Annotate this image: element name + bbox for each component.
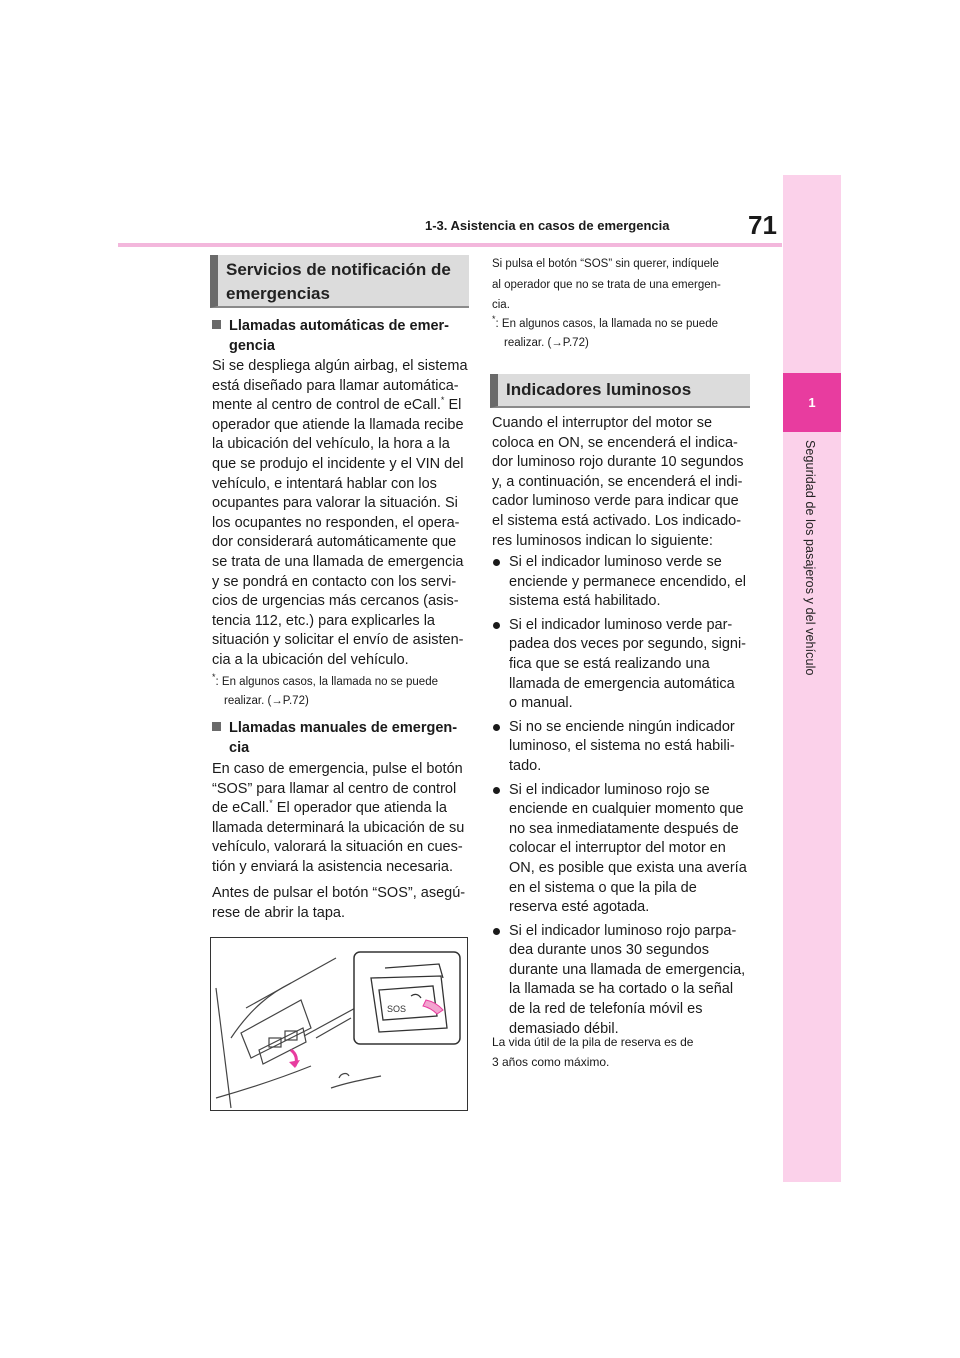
bullet-dot-icon xyxy=(493,787,500,794)
section-title: 1-3. Asistencia en casos de emergencia xyxy=(425,218,670,233)
list-item: Si el indicador luminoso verde se enciende y permanece encendido, el sistema está habilitado. xyxy=(492,553,757,612)
manual-call-body: En caso de emergencia, pulse el botón “SOS” para llamar al centro de control de eCall.* El operador que atienda la llamada determinará la ubicación de su vehículo, valorará la situación en cues- tión y enviará la asistencia necesaria. xyxy=(212,761,465,875)
sos-button-illustration xyxy=(210,937,468,1111)
list-item: Si el indicador luminoso verde par- padea dos veces por segundo, signi- fica que se está realizando una llamada de emergencia automática o manual. xyxy=(492,616,757,714)
page-ref-link[interactable]: realizar. (→P.72) xyxy=(224,695,309,707)
overhead-console-drawing xyxy=(211,938,466,1109)
right-footnote: *: En algunos casos, la llamada no se puede realizar. (→P.72) xyxy=(492,315,754,353)
section-heading-notification xyxy=(210,255,469,308)
auto-call-title: Llamadas automáticas de emer- gencia xyxy=(212,317,472,356)
before-pressing-text: Antes de pulsar el botón “SOS”, asegú- rese de abrir la tapa. xyxy=(212,885,466,921)
accidental-press-note: Si pulsa el botón “SOS” sin querer, indíquele al operador que no se trata de una emergen- cia. xyxy=(492,258,721,311)
list-item: Si el indicador luminoso rojo se enciende en cualquier momento que no sea inmediatamente después de colocar el interruptor del motor en ON, es posible que exista una avería en el sistema o que la pila de reserva esté agotada. xyxy=(492,781,757,918)
list-item: Si el indicador luminoso rojo parpa- dea durante unos 30 segundos durante una llamada de emergencia, la llamada se ha cortado o la señal de la red de telefonía móvil es demasiado débil. xyxy=(492,922,757,1040)
bullet-dot-icon xyxy=(493,559,500,566)
sos-button-label: SOS xyxy=(387,1004,407,1014)
chapter-tab[interactable]: 1 xyxy=(783,373,841,432)
battery-life-note: La vida útil de la pila de reserva es de 3 años como máximo. xyxy=(492,1035,694,1069)
square-bullet-icon xyxy=(212,722,221,731)
heading-line: emergencias xyxy=(226,284,330,303)
chapter-label: Seguridad de los pasajeros y del vehículo xyxy=(803,440,817,676)
bullet-dot-icon xyxy=(493,622,500,629)
auto-call-footnote: *: En algunos casos, la llamada no se puede realizar. (→P.72) xyxy=(212,673,474,711)
indicator-bullet-list xyxy=(492,553,757,1039)
bullet-dot-icon xyxy=(493,928,500,935)
page-number: 71 xyxy=(748,210,777,240)
heading-line: Servicios de notificación de xyxy=(226,260,451,279)
auto-call-body: Si se despliega algún airbag, el sistema está diseñado para llamar automática- mente al centro de control de eCall.* El operador que atiende la llamada recibe la ubicación del vehículo, la hora a la que se produjo el incidente y el VIN del vehículo, e intentará hablar con los ocupantes para valorar la situación. Si los ocupantes no responden, el opera- dor considerará automáticamente que se trata de una llamada de emergencia y se pondrá en contacto con los servi- cios de urgencias más cercanos (asis- tencia 112, etc.) para explicarles la situación y solicitar el envío de asisten- cia a la ubicación del vehículo. xyxy=(212,358,468,668)
list-item: Si no se enciende ningún indicador luminoso, el sistema no está habili- tado. xyxy=(492,718,757,777)
indicators-intro: Cuando el interruptor del motor se coloca en ON, se encenderá el indica- dor luminoso rojo durante 10 segundos y, a continuación, se encenderá el indi- cador luminoso verde para indicar que el sistema está activado. Los indicado- res luminosos indican lo siguiente: xyxy=(492,415,744,549)
manual-call-title: Llamadas manuales de emergen- cia xyxy=(212,719,472,758)
square-bullet-icon xyxy=(212,320,221,329)
bullet-dot-icon xyxy=(493,724,500,731)
page-ref-link[interactable]: realizar. (→P.72) xyxy=(504,337,589,349)
section-heading-indicators: Indicadores luminosos xyxy=(490,374,750,408)
header-rule xyxy=(118,243,782,247)
